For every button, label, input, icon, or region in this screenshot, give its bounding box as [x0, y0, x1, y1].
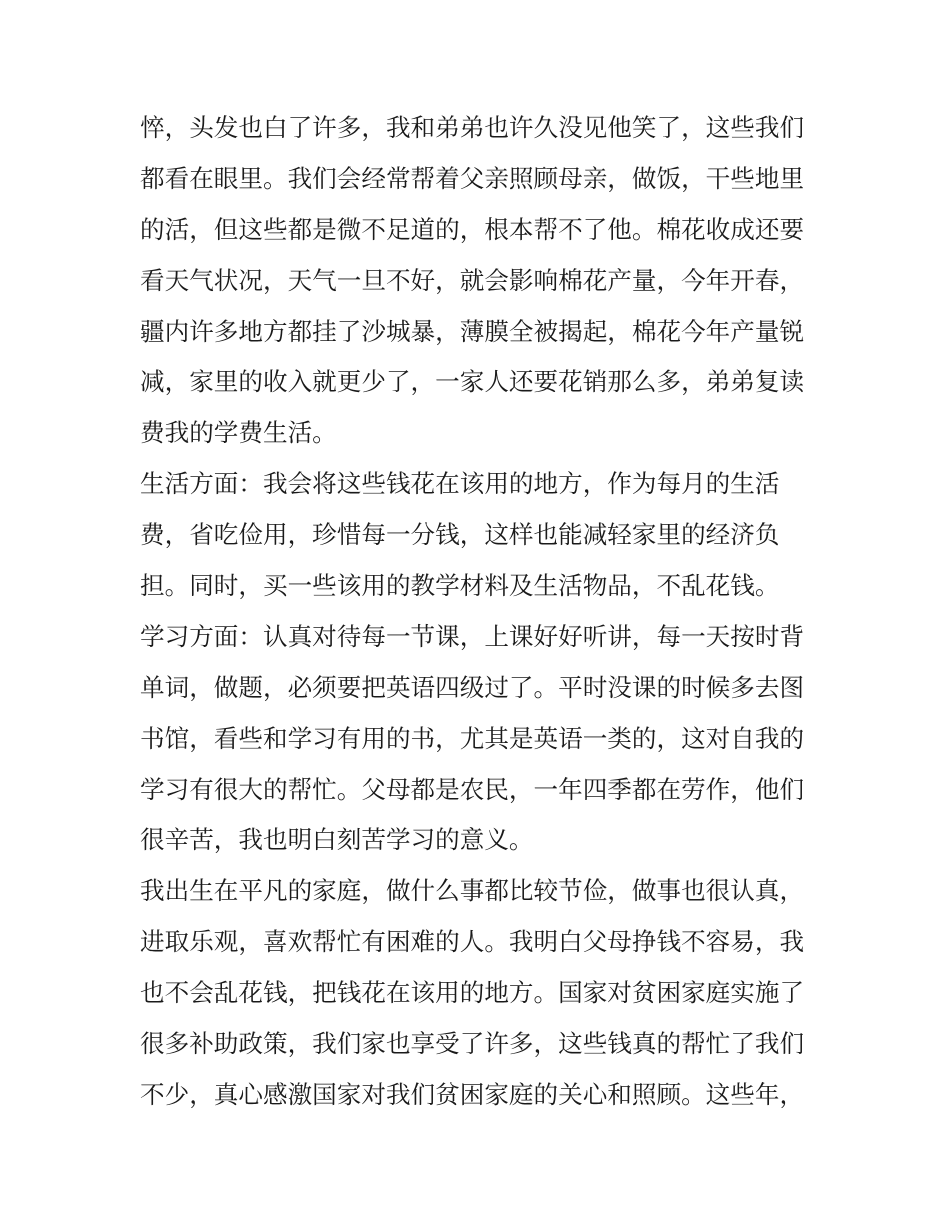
text-line: 担。同时，买一些该用的教学材料及生活物品，不乱花钱。: [140, 571, 780, 601]
text-line: 生活方面：我会将这些钱花在该用的地方，作为每月的生活: [140, 469, 780, 499]
text-line: 也不会乱花钱，把钱花在该用的地方。国家对贫困家庭实施了: [140, 978, 805, 1008]
document-body: [140, 103, 830, 1121]
text-line: 都看在眼里。我们会经常帮着父亲照顾母亲，做饭，干些地里: [140, 163, 805, 193]
text-line: 看天气状况，天气一旦不好，就会影响棉花产量，今年开春，: [140, 265, 805, 295]
text-line: 不少，真心感激国家对我们贫困家庭的关心和照顾。这些年，: [140, 1079, 805, 1109]
text-line: 费，省吃俭用，珍惜每一分钱，这样也能减轻家里的经济负: [140, 520, 780, 550]
text-line: 疆内许多地方都挂了沙城暴，薄膜全被揭起，棉花今年产量锐: [140, 316, 805, 346]
text-line: 单词，做题，必须要把英语四级过了。平时没课的时候多去图: [140, 672, 805, 702]
text-line: 很多补助政策，我们家也享受了许多，这些钱真的帮忙了我们: [140, 1029, 805, 1059]
text-line: 很辛苦，我也明白刻苦学习的意义。: [140, 825, 534, 855]
text-line: 学习方面：认真对待每一节课，上课好好听讲，每一天按时背: [140, 621, 805, 651]
text-line: 的活，但这些都是微不足道的，根本帮不了他。棉花收成还要: [140, 214, 805, 244]
text-line: 减，家里的收入就更少了，一家人还要花销那么多，弟弟复读: [140, 367, 805, 397]
text-line: 悴，头发也白了许多，我和弟弟也许久没见他笑了，这些我们: [140, 113, 805, 142]
text-line: 书馆，看些和学习有用的书，尤其是英语一类的，这对自我的: [140, 723, 805, 753]
text-line: 费我的学费生活。: [140, 418, 337, 448]
text-line: 学习有很大的帮忙。父母都是农民，一年四季都在劳作，他们: [140, 774, 805, 804]
text-line: 我出生在平凡的家庭，做什么事都比较节俭，做事也很认真，: [140, 876, 805, 906]
text-line: 进取乐观，喜欢帮忙有困难的人。我明白父母挣钱不容易，我: [140, 927, 805, 957]
